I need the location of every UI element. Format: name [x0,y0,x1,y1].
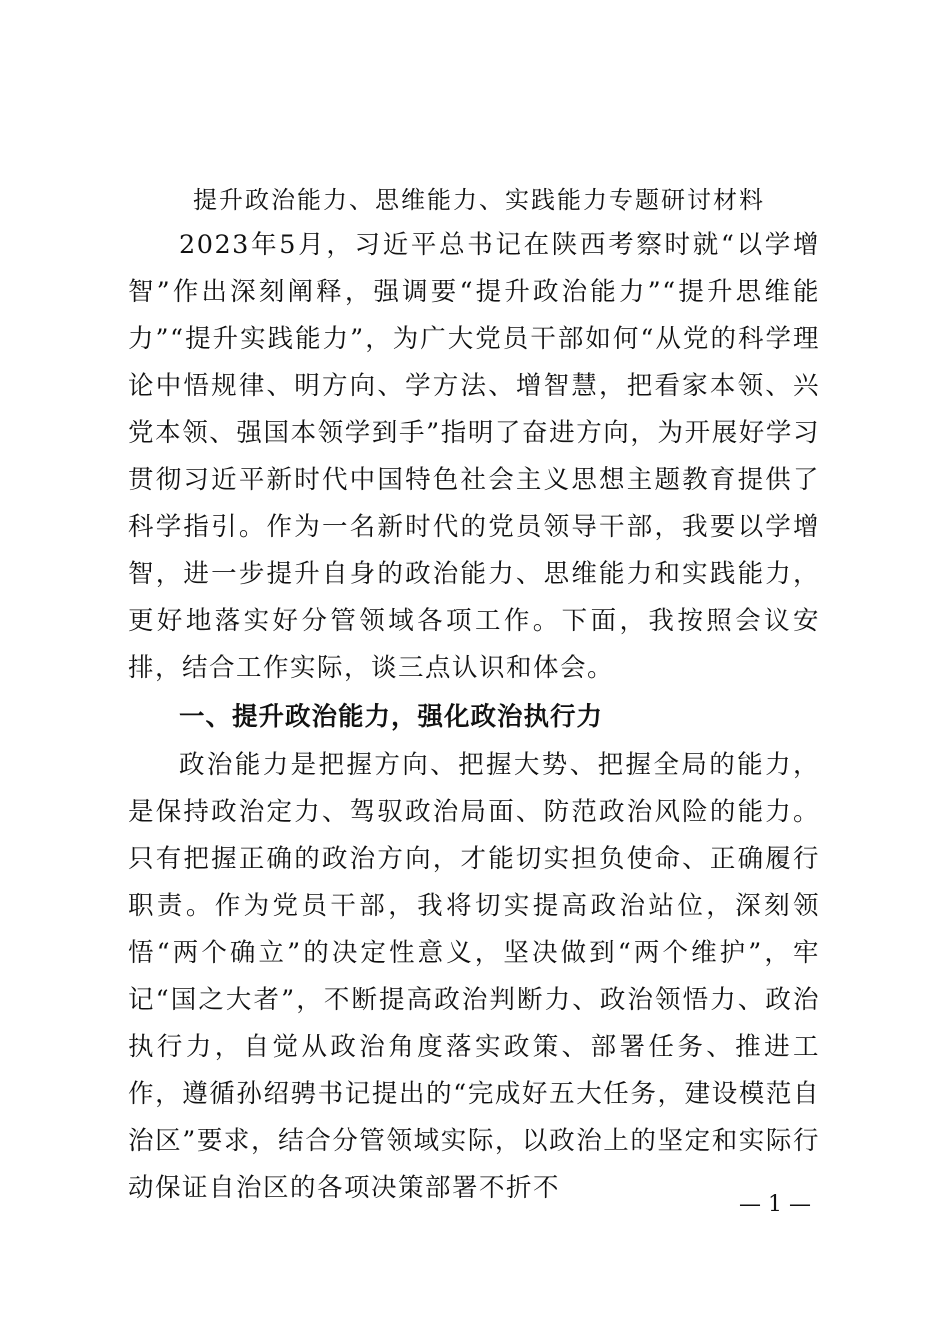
intro-paragraph: 2023年5月，习近平总书记在陕西考察时就“以学增智”作出深刻阐释，强调要“提升政治能力”“提升思维能力”“提升实践能力”，为广大党员干部如何“从党的科学理论中悟规律、明方向、学方法、增智慧，把看家本领、兴党本领、强国本领学到手”指明了奋进方向，为开展好学习贯彻习近平新时代中国特色社会主义思想主题教育提供了科学指引。作为一名新时代的党员领导干部，我要以学增智，进一步提升自身的政治能力、思维能力和实践能力，更好地落实好分管领域各项工作。下面，我按照会议安排，结合工作实际，谈三点认识和体会。 [128,230,820,683]
section-heading: 一、提升政治能力，强化政治执行力 [179,702,604,732]
document-body [128,178,820,1212]
page-number: — 1 — [739,1192,811,1217]
section-paragraph: 政治能力是把握方向、把握大势、把握全局的能力，是保持政治定力、驾驭政治局面、防范政治风险的能力。只有把握正确的政治方向，才能切实担负使命、正确履行职责。作为党员干部，我将切实提高政治站位，深刻领悟“两个确立”的决定性意义，坚决做到“两个维护”，牢记“国之大者”，不断提高政治判断力、政治领悟力、政治执行力，自觉从政治角度落实政策、部署任务、推进工作，遵循孙绍骋书记提出的“完成好五大任务，建设模范自治区”要求，结合分管领域实际，以政治上的坚定和实际行动保证自治区的各项决策部署不折不 [128,750,820,1203]
document-title: 提升政治能力、思维能力、实践能力专题研讨材料 [193,186,765,214]
